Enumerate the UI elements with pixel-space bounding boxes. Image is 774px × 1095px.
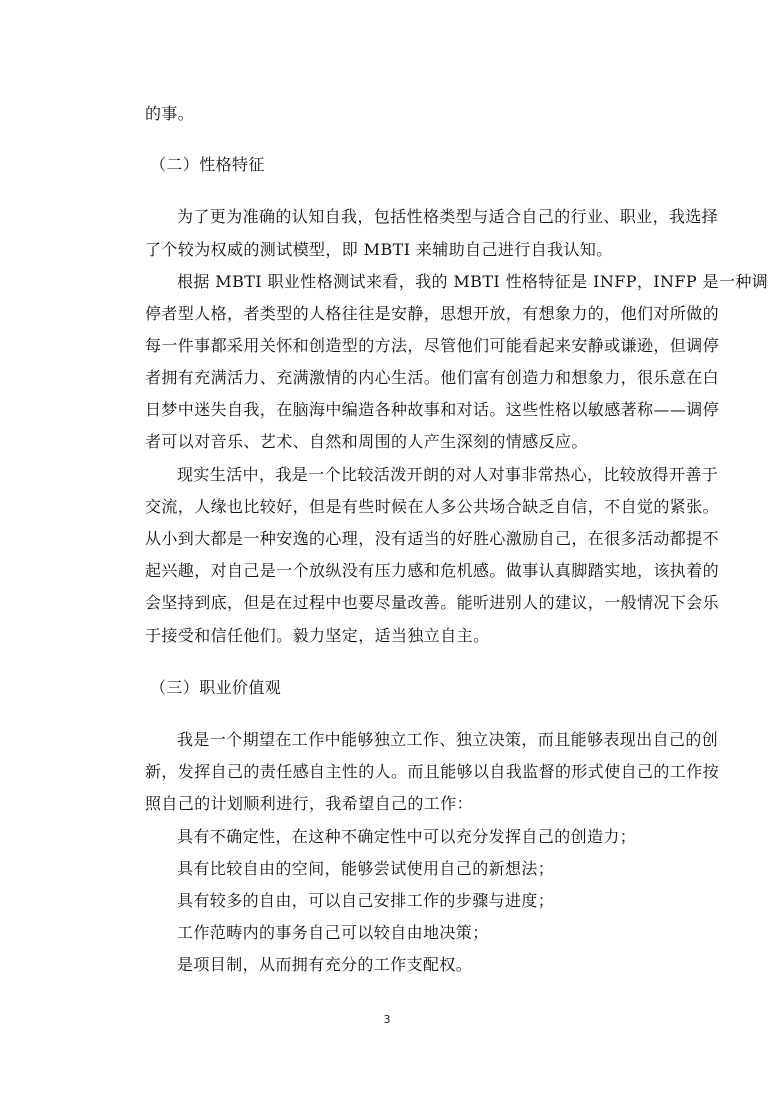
- text-line: 我是一个期望在工作中能够独立工作、独立决策，而且能够表现出自己的创: [177, 730, 719, 749]
- section-heading: （二）性格特征: [150, 155, 265, 174]
- list-item: 具有比较自由的空间，能够尝试使用自己的新想法；: [177, 859, 555, 878]
- text-line: 起兴趣，对自己是一个放纵没有压力感和危机感。做事认真脚踏实地，该执着的: [145, 561, 720, 580]
- text-line: 从小到大都是一种安逸的心理，没有适当的好胜心激励自己，在很多活动都提不: [145, 529, 720, 548]
- section-heading: （三）职业价值观: [150, 678, 282, 697]
- list-item: 是项目制，从而拥有充分的工作支配权。: [177, 955, 473, 974]
- text-line: 照自己的计划顺利进行，我希望自己的工作：: [145, 794, 474, 813]
- text-line: 为了更为准确的认知自我，包括性格类型与适合自己的行业、职业，我选择: [177, 207, 719, 226]
- text-line: 者可以对音乐、艺术、自然和周围的人产生深刻的情感反应。: [145, 432, 588, 451]
- text-line: 新，发挥自己的责任感自主性的人。而且能够以自我监督的形式使自己的工作按: [145, 762, 720, 781]
- text-line: 的事。: [145, 104, 195, 123]
- text-line: 日梦中迷失自我，在脑海中编造各种故事和对话。这些性格以敏感著称——调停: [145, 400, 720, 419]
- text-line: 于接受和信任他们。毅力坚定，适当独立自主。: [145, 626, 490, 645]
- list-item: 工作范畴内的事务自己可以较自由地决策；: [177, 923, 489, 942]
- list-item: 具有较多的自由，可以自己安排工作的步骤与进度；: [177, 891, 555, 910]
- text-line: 了个较为权威的测试模型，即 MBTI 来辅助自己进行自我认知。: [145, 240, 613, 259]
- text-line: 每一件事都采用关怀和创造型的方法，尽管他们可能看起来安静或谦逊，但调停: [145, 336, 720, 355]
- text-line: 根据 MBTI 职业性格测试来看，我的 MBTI 性格特征是 INFP，INFP 是一种调: [177, 272, 769, 291]
- list-item: 具有不确定性，在这种不确定性中可以充分发挥自己的创造力；: [177, 827, 637, 846]
- text-line: 者拥有充满活力、充满激情的内心生活。他们富有创造力和想象力，很乐意在白: [145, 368, 720, 387]
- text-line: 现实生活中，我是一个比较活泼开朗的对人对事非常热心，比较放得开善于: [177, 465, 719, 484]
- text-line: 会坚持到底，但是在过程中也要尽量改善。能听进别人的建议，一般情况下会乐: [145, 593, 720, 612]
- page-number: 3: [383, 1013, 391, 1026]
- text-line: 停者型人格，者类型的人格往往是安静，思想开放，有想象力的，他们对所做的: [145, 304, 720, 323]
- text-line: 交流，人缘也比较好，但是有些时候在人多公共场合缺乏自信，不自觉的紧张。: [145, 497, 720, 516]
